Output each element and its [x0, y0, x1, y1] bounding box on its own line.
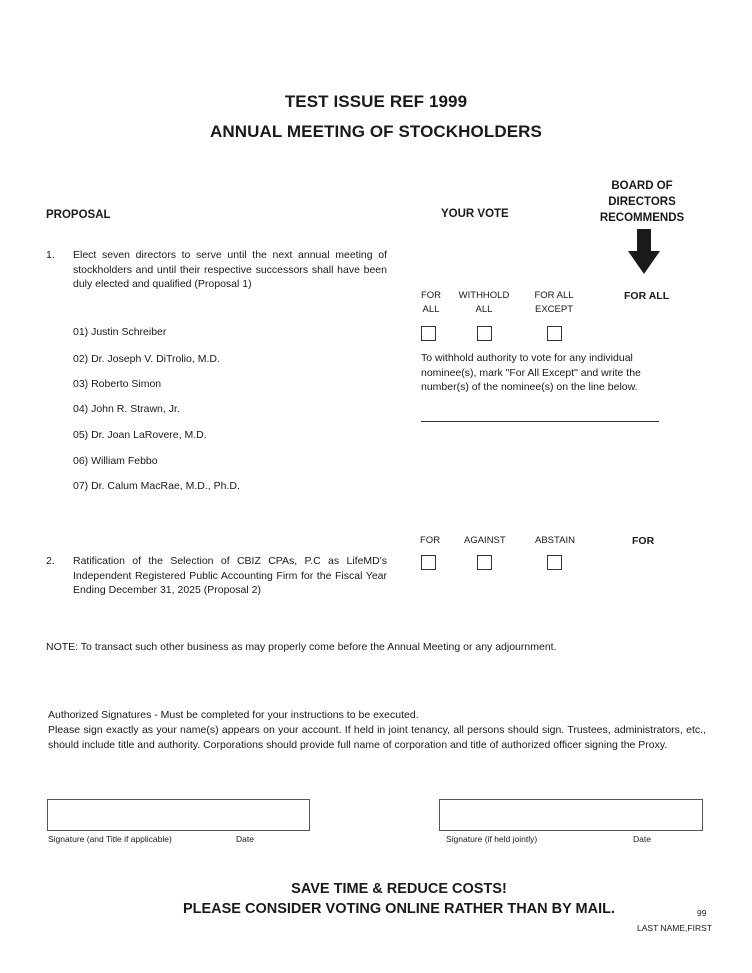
- proposal1-withhold-all-checkbox[interactable]: [477, 326, 492, 341]
- signatures-instructions: Please sign exactly as your name(s) appears on your account. If held in joint tenancy, all persons should sign. Trustees, administrators, etc., should include title and authority. Corporations should provide full name of corporation and title of authorized officer signing the Proxy.: [48, 724, 706, 751]
- signature-label-primary: Signature (and Title if applicable): [48, 834, 172, 844]
- option-label-line1: FOR ALL: [534, 290, 574, 301]
- proposal2-text: Ratification of the Selection of CBIZ CPAs, P.C as LifeMD's Independent Registered Public Accounting Firm for the Fiscal Year Ending December 31, 2025 (Proposal 2): [73, 555, 387, 596]
- proposal1-number: 1.: [46, 249, 55, 261]
- signature-date-label-joint: Date: [633, 834, 651, 844]
- option-label-line2: ALL: [422, 304, 440, 315]
- footer-line2: PLEASE CONSIDER VOTING ONLINE RATHER THAN BY MAIL.: [182, 901, 616, 917]
- proposal2-against-checkbox[interactable]: [477, 555, 492, 570]
- proposal1-for-all-checkbox[interactable]: [421, 326, 436, 341]
- nominee-item: 04) John R. Strawn, Jr.: [73, 403, 180, 415]
- nominee-exception-line[interactable]: [421, 421, 659, 422]
- option-label-line1: FOR: [420, 290, 442, 301]
- proposal1-recommendation: FOR ALL: [624, 290, 670, 302]
- proposal2-number: 2.: [46, 555, 55, 567]
- footer-account-name: LAST NAME,FIRST: [637, 923, 712, 933]
- signature-box-primary[interactable]: [47, 799, 310, 831]
- nominee-item: 06) William Febbo: [73, 455, 158, 467]
- nominee-item: 01) Justin Schreiber: [73, 326, 167, 338]
- note-text: NOTE: To transact such other business as may properly come before the Annual Meeting or any adjournment.: [46, 641, 557, 653]
- your-vote-column-header: YOUR VOTE: [441, 208, 509, 220]
- proposal1-option-for-all-except: [524, 289, 584, 317]
- footer-code: 99: [697, 908, 707, 918]
- proposal2-for-checkbox[interactable]: [421, 555, 436, 570]
- nominee-item: 02) Dr. Joseph V. DiTrolio, M.D.: [73, 353, 220, 365]
- option-label-line2: EXCEPT: [534, 304, 573, 315]
- proposal2-option-abstain: ABSTAIN: [535, 535, 575, 546]
- signature-label-joint: Signature (if held jointly): [446, 834, 538, 844]
- document-subtitle: ANNUAL MEETING OF STOCKHOLDERS: [210, 122, 542, 141]
- board-recommends-header: [592, 178, 692, 226]
- proposal1-option-withhold-all: [452, 289, 516, 317]
- signatures-heading: Authorized Signatures - Must be completed for your instructions to be executed.: [48, 709, 419, 721]
- signature-box-joint[interactable]: [439, 799, 703, 831]
- option-label-line2: ALL: [475, 304, 493, 315]
- down-arrow-icon: [628, 229, 660, 275]
- proposal1-for-all-except-checkbox[interactable]: [547, 326, 562, 341]
- board-recommends-line2: DIRECTORS: [608, 196, 676, 208]
- proposal2-option-against: AGAINST: [464, 535, 506, 546]
- document-title: TEST ISSUE REF 1999: [284, 92, 468, 111]
- proposal1-option-for-all: [412, 289, 450, 317]
- proposal2-recommendation: FOR: [632, 535, 655, 547]
- withhold-instructions: To withhold authority to vote for any individual nominee(s), mark "For All Except" and write the number(s) of the nominee(s) on the line below.: [421, 352, 641, 393]
- nominee-item: 05) Dr. Joan LaRovere, M.D.: [73, 429, 207, 441]
- nominee-item: 03) Roberto Simon: [73, 378, 162, 390]
- board-recommends-line3: RECOMMENDS: [599, 212, 685, 224]
- option-label-line1: WITHHOLD: [458, 290, 510, 301]
- board-recommends-line1: BOARD OF: [611, 180, 673, 192]
- signature-date-label-primary: Date: [236, 834, 254, 844]
- proposal1-text: Elect seven directors to serve until the next annual meeting of stockholders and until their respective successors shall have been duly elected and qualified (Proposal 1): [73, 249, 387, 290]
- proposal2-abstain-checkbox[interactable]: [547, 555, 562, 570]
- proposal2-option-for: FOR: [420, 535, 441, 546]
- footer-line1: SAVE TIME & REDUCE COSTS!: [291, 881, 507, 897]
- proposal-column-header: PROPOSAL: [46, 209, 111, 221]
- nominee-item: 07) Dr. Calum MacRae, M.D., Ph.D.: [73, 480, 240, 492]
